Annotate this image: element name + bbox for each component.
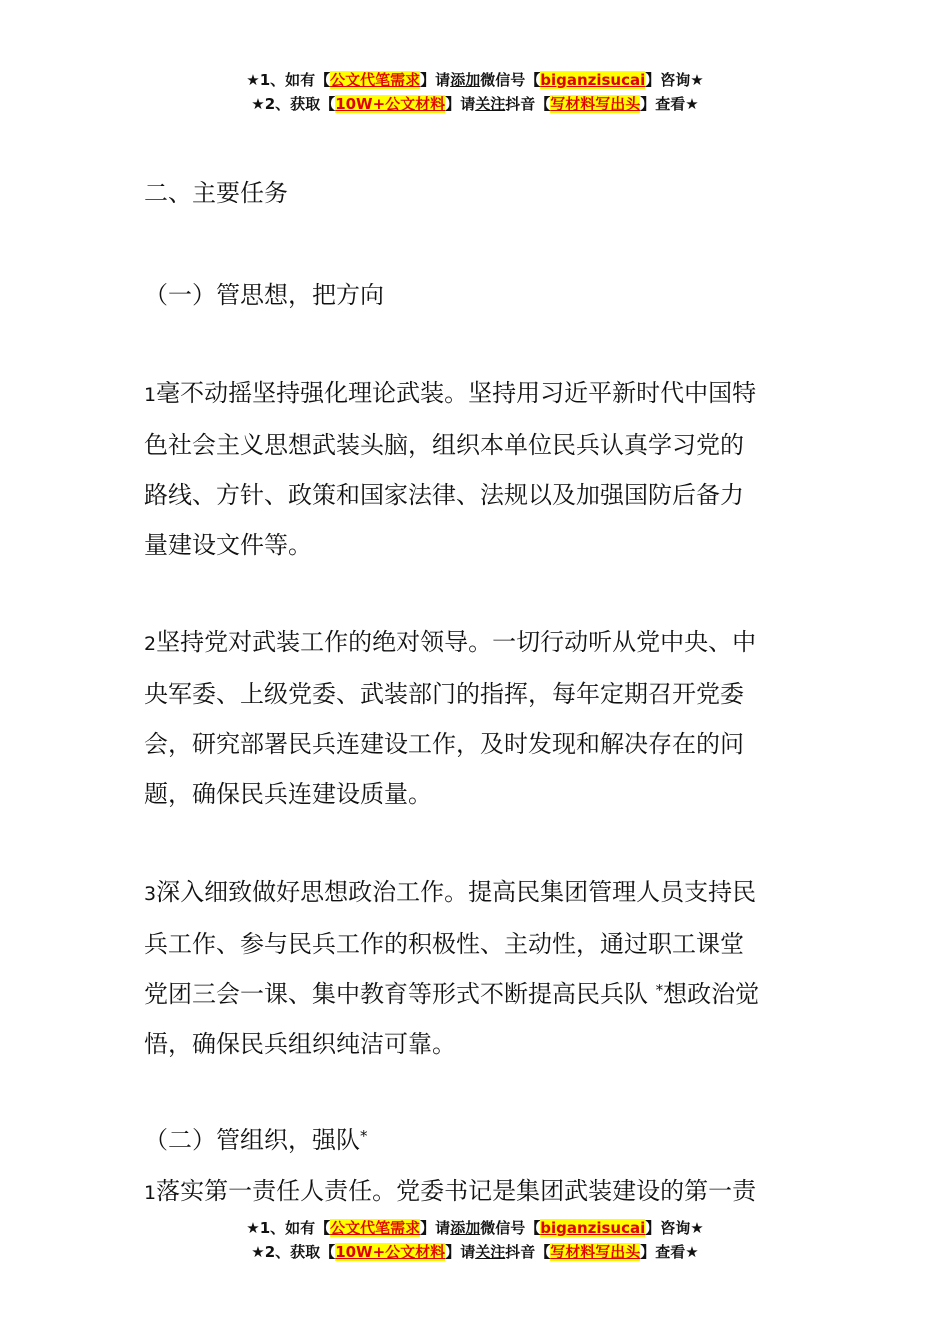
banner-line-2: ★2、获取【10W+公文材料】请关注抖音【写材料写出头】查看★ <box>251 1243 699 1261</box>
asterisk-mark: * <box>655 981 664 999</box>
paragraph-item-1 <box>144 368 814 570</box>
paragraph-line: 央军委、上级党委、武装部门的指挥，每年定期召开党委 <box>144 680 744 708</box>
asterisk-mark: * <box>360 1127 368 1145</box>
highlight-materials: 10W+公文材料 <box>335 1243 446 1261</box>
paragraph-line: 1毫不动摇坚持强化理论武装。坚持用习近平新时代中国特 <box>144 379 757 407</box>
paragraph-line: 题，确保民兵连建设质量。 <box>144 780 432 808</box>
section-heading: 二、主要任务 <box>144 179 288 207</box>
top-banner <box>0 68 950 116</box>
bottom-banner <box>0 1216 950 1264</box>
paragraph-line: 3深入细致做好思想政治工作。提高民集团管理人员支持民 <box>144 878 757 906</box>
highlight-wechat-id: biganzisucai <box>540 71 646 89</box>
paragraph-line: 路线、方针、政策和国家法律、法规以及加强国防后备力 <box>144 481 744 509</box>
paragraph-line: 色社会主义思想武装头脑，组织本单位民兵认真学习党的 <box>144 431 744 459</box>
highlight-materials: 10W+公文材料 <box>335 95 446 113</box>
highlight-douyin-account: 写材料写出头 <box>550 1243 641 1261</box>
paragraph-item-2-1 <box>144 1166 814 1218</box>
paragraph-line: 量建设文件等。 <box>144 531 312 559</box>
paragraph-line: 1落实第一责任人责任。党委书记是集团武装建设的第一责 <box>144 1177 757 1205</box>
highlight-wechat-id: biganzisucai <box>540 1219 646 1237</box>
paragraph-line: 党团三会一课、集中教育等形式不断提高民兵队 *想政治觉 <box>144 980 760 1008</box>
paragraph-line: 悟，确保民兵组织纯洁可靠。 <box>144 1030 456 1058</box>
paragraph-line: 2坚持党对武装工作的绝对领导。一切行动听从党中央、中 <box>144 628 757 656</box>
banner-line-1: ★1、如有【公文代笔需求】请添加微信号【biganzisucai】咨询★ <box>246 1219 704 1237</box>
paragraph-line: 会，研究部署民兵连建设工作，及时发现和解决存在的问 <box>144 730 744 758</box>
banner-line-2: ★2、获取【10W+公文材料】请关注抖音【写材料写出头】查看★ <box>251 95 699 113</box>
paragraph-item-2 <box>144 617 814 819</box>
highlight-service: 公文代笔需求 <box>330 1219 421 1237</box>
highlight-douyin-account: 写材料写出头 <box>550 95 641 113</box>
subsection-title-1: （一）管思想，把方向 <box>144 281 384 309</box>
paragraph-line: 兵工作、参与民兵工作的积极性、主动性，通过职工课堂 <box>144 930 744 958</box>
banner-line-1: ★1、如有【公文代笔需求】请添加微信号【biganzisucai】咨询★ <box>246 71 704 89</box>
subsection-title-2: （二）管组织，强队* <box>144 1126 368 1154</box>
highlight-service: 公文代笔需求 <box>330 71 421 89</box>
paragraph-item-3 <box>144 867 814 1069</box>
